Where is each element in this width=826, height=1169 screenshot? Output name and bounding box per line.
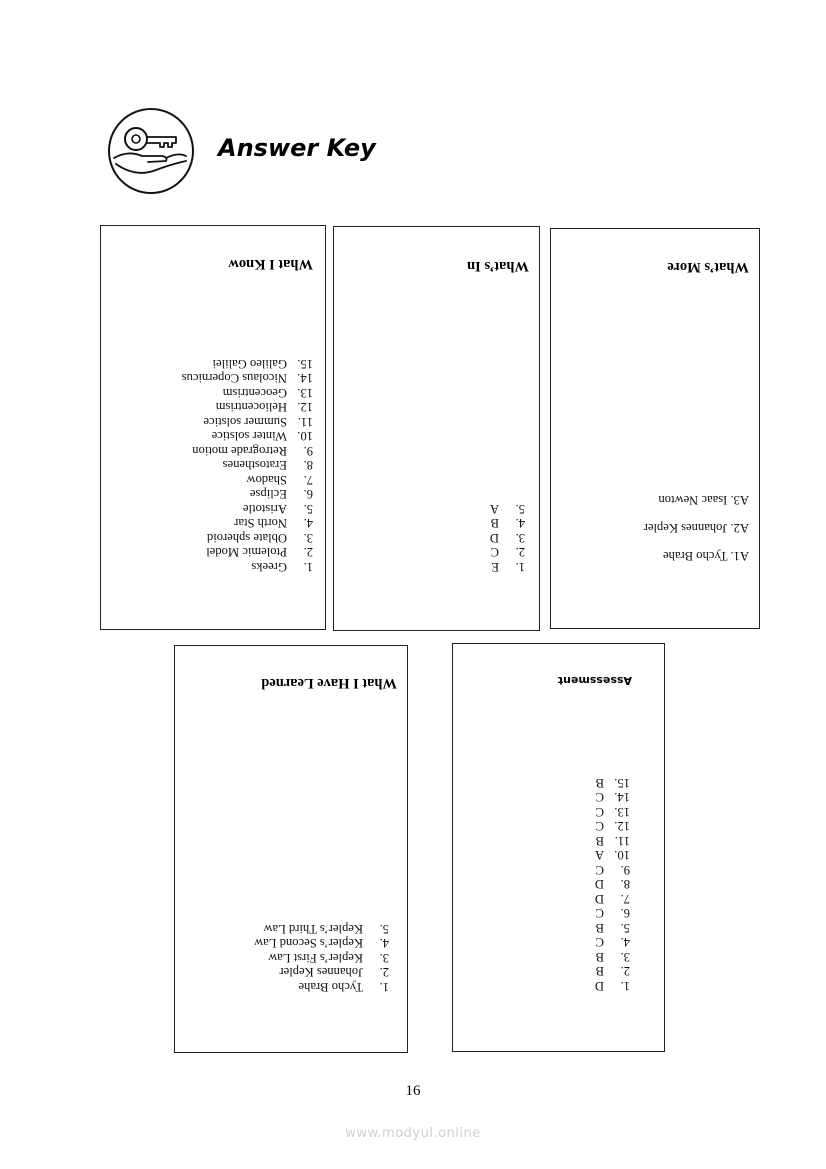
list-item: 2.Ptolemic Model (206, 545, 313, 560)
list-item: 6.Eclipse (249, 487, 313, 502)
list-item: 5.Kepler’s Third Law (263, 922, 389, 936)
list-item: 3.D (489, 531, 525, 545)
list-item: 5.A (489, 502, 525, 516)
list-item: 15.B (595, 776, 630, 790)
list-item: 4.North Star (234, 516, 313, 531)
list-item: 1.Greeks (251, 560, 313, 574)
list-item: 14.C (595, 790, 630, 805)
page-title: Answer Key (218, 134, 376, 162)
page-number: 16 (405, 1083, 421, 1099)
list-item: 10.Winter solstice (211, 429, 313, 444)
list-item: 2.Johannes Kepler (279, 965, 389, 980)
answer-list (254, 922, 389, 995)
list-item: 13.C (595, 805, 630, 819)
list-item: 5.Aristotle (242, 502, 313, 516)
whats-more-box (550, 228, 760, 629)
list-item: A3. Isaac Newton (658, 493, 749, 507)
box-title: What’s More (667, 259, 749, 275)
list-item: 2.B (595, 964, 630, 979)
list-item: 4.B (490, 516, 525, 531)
assessment-box (452, 643, 665, 1052)
list-item: 8.Eratosthenes (222, 458, 313, 473)
answer-list (595, 776, 630, 994)
list-item: 9.C (595, 863, 630, 877)
list-item: 15.Galileo Galilei (212, 357, 313, 371)
list-item: 11.Summer solstice (203, 415, 313, 429)
box-title: What I Have Learned (261, 675, 397, 691)
list-item: 2.C (490, 545, 525, 560)
answer-list (644, 486, 749, 570)
list-item: 1.E (491, 560, 525, 574)
list-item: 9.Retrograde motion (192, 444, 313, 458)
list-item: 3.Kepler’s First Law (268, 951, 389, 965)
what-i-know-box (100, 225, 326, 630)
box-title: Assessment (557, 674, 632, 687)
list-item: 1.D (594, 979, 630, 993)
list-item: 13.Geocentrism (222, 386, 313, 400)
list-item: 3.B (595, 950, 630, 964)
list-item: 12.Heliocentrism (215, 400, 313, 415)
list-item: 1.Tycho Brahe (298, 980, 389, 994)
box-title: What’s In (467, 258, 529, 274)
list-item: 4.Kepler’s Second Law (254, 936, 389, 951)
list-item: 4.C (595, 935, 630, 950)
list-item: 7.D (594, 892, 630, 906)
list-item: A1. Tycho Brahe (663, 549, 749, 563)
list-item: 12.C (595, 819, 630, 834)
list-item: 7.Shadow (246, 473, 313, 487)
key-in-hand-icon (106, 106, 196, 196)
list-item: 3.Oblate spheroid (206, 531, 313, 545)
list-item: 8.D (594, 877, 630, 892)
whats-in-box (333, 226, 540, 631)
answer-list (182, 357, 313, 575)
watermark: www.modyul.online (345, 1126, 481, 1141)
box-title: What I Know (228, 256, 313, 272)
answer-list (490, 502, 525, 575)
list-item: 10.A (594, 848, 630, 863)
list-item: 6.C (595, 906, 630, 921)
list-item: 11.B (595, 834, 630, 848)
what-i-have-learned-box (174, 645, 408, 1053)
list-item: A2. Johannes Kepler (643, 521, 749, 535)
list-item: 14.Nicolaus Copernicus (181, 371, 313, 386)
list-item: 5.B (595, 921, 630, 935)
